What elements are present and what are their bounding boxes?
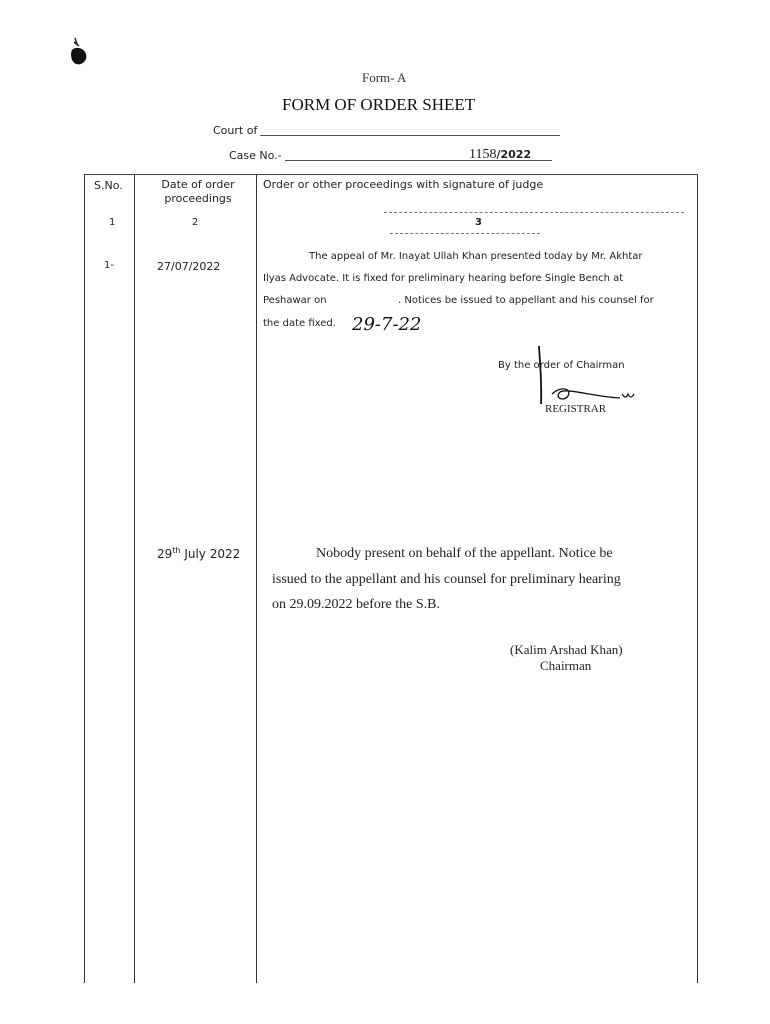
col-number-3: 3 xyxy=(475,217,482,228)
entry-2-line-1: Nobody present on behalf of the appellant. Notice be xyxy=(316,546,613,561)
entry-1-handwritten-date: 29-7-22 xyxy=(352,314,422,335)
header-dash-2 xyxy=(390,233,540,234)
entry-2-line-3: on 29.09.2022 before the S.B. xyxy=(272,597,440,612)
table-left-border xyxy=(84,174,85,983)
form-label: Form- A xyxy=(362,70,407,85)
header-dash-1 xyxy=(384,212,684,213)
col-header-sno: S.No. xyxy=(94,179,123,192)
court-label: Court of xyxy=(213,124,258,137)
entry-1-line-4: the date fixed. xyxy=(263,318,336,329)
col-header-date: Date of order proceedings xyxy=(161,178,235,205)
entry-1-sno: 1- xyxy=(104,260,114,271)
col-number-1: 1 xyxy=(109,217,116,228)
entry-1-line-3a: Peshawar on xyxy=(263,295,327,306)
entry-1-line-1: The appeal of Mr. Inayat Ullah Khan presented today by Mr. Akhtar xyxy=(309,251,643,262)
page-title: FORM OF ORDER SHEET xyxy=(282,95,476,114)
table-right-border xyxy=(697,174,698,983)
table-divider-2 xyxy=(256,174,257,983)
entry-2-date-day: 29 xyxy=(157,547,173,561)
entry-2-signer-name: (Kalim Arshad Khan) xyxy=(510,642,623,657)
col-number-2: 2 xyxy=(192,217,199,228)
entry-1-date: 27/07/2022 xyxy=(157,260,221,273)
case-number xyxy=(469,145,531,163)
case-label: Case No.- xyxy=(229,149,282,162)
col-header-order: Order or other proceedings with signature of judge xyxy=(263,178,544,191)
case-number-value: 1158 xyxy=(469,147,497,162)
entry-2-signer-title: Chairman xyxy=(540,658,592,673)
court-underline xyxy=(260,135,560,136)
entry-2-date-rest: July 2022 xyxy=(180,547,241,561)
entry-1-line-2: Ilyas Advocate. It is fixed for preliminary hearing before Single Bench at xyxy=(263,273,624,284)
entry-1-by-order: By the order of Chairman xyxy=(498,360,625,371)
entry-1-signatory: REGISTRAR xyxy=(545,403,607,415)
entry-2-date-suffix: th xyxy=(172,546,181,555)
table-divider-1 xyxy=(134,174,135,983)
entry-2-line-2: issued to the appellant and his counsel for preliminary hearing xyxy=(272,572,621,587)
punch-mark-icon xyxy=(66,36,92,70)
table-top-border xyxy=(84,174,698,175)
entry-1-line-3b: . Notices be issued to appellant and his counsel for xyxy=(398,295,654,306)
case-year-value: /2022 xyxy=(496,148,532,161)
entry-2-date xyxy=(157,546,240,561)
